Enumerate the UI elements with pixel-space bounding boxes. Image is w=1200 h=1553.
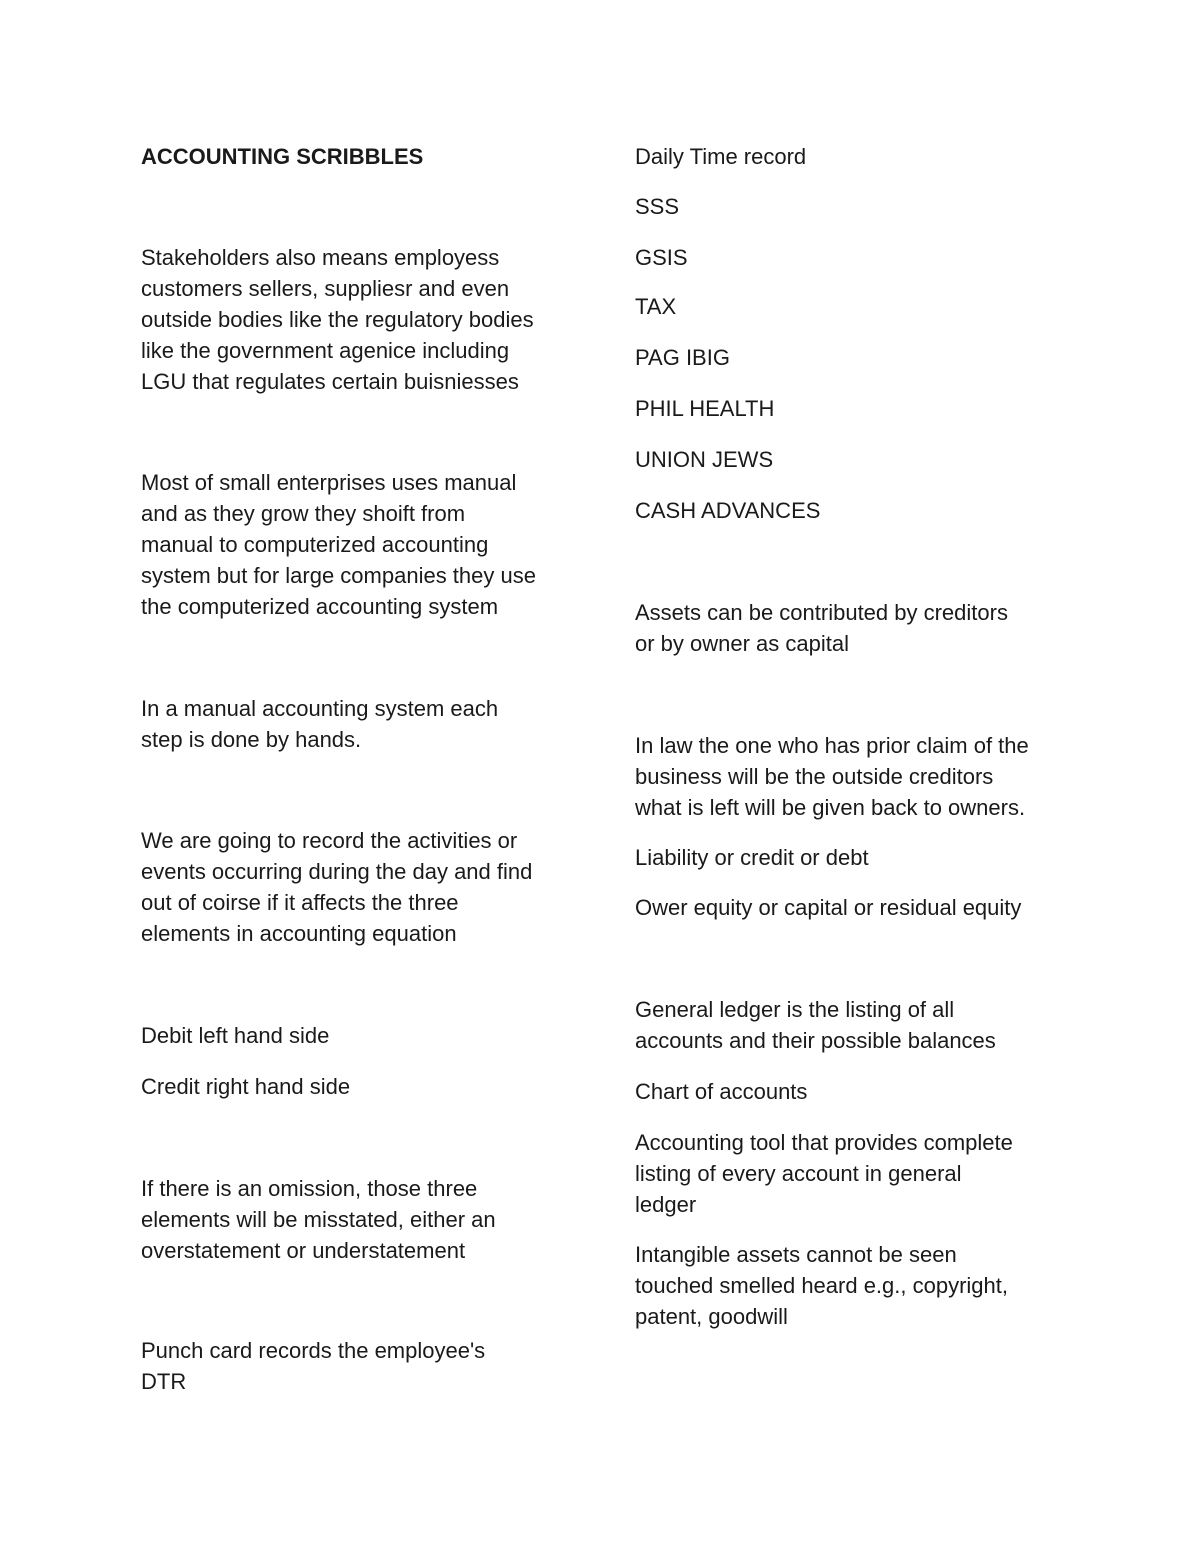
item-tax: TAX: [635, 294, 677, 319]
paragraph-prior-claim: In law the one who has prior claim of the business will be the outside creditors what is left will be given back to owners.: [635, 733, 1029, 820]
paragraph-manual-system: In a manual accounting system each step is done by hands.: [141, 696, 499, 752]
paragraph-accounting-tool: Accounting tool that provides complete listing of every account in general ledger: [635, 1130, 1013, 1217]
item-sss: SSS: [635, 194, 680, 219]
paragraph-general-ledger: General ledger is the listing of all accounts and their possible balances: [635, 997, 996, 1053]
item-union-jews: UNION JEWS: [635, 447, 774, 472]
paragraph-stakeholders: Stakeholders also means employess customers sellers, suppliesr and even outside bodies like the regulatory bodies like the government agenice including LGU that regulates certain buisniesses: [141, 245, 534, 394]
paragraph-punch-card: Punch card records the employee's DTR: [141, 1338, 486, 1394]
paragraph-credit: Credit right hand side: [141, 1074, 351, 1099]
paragraph-intangible-assets: Intangible assets cannot be seen touched smelled heard e.g., copyright, patent, goodwill: [635, 1242, 1009, 1329]
document-title: ACCOUNTING SCRIBBLES: [141, 144, 424, 169]
paragraph-assets: Assets can be contributed by creditors or by owner as capital: [635, 600, 1008, 656]
item-phil-health: PHIL HEALTH: [635, 396, 775, 421]
item-pag-ibig: PAG IBIG: [635, 345, 730, 370]
paragraph-debit: Debit left hand side: [141, 1023, 330, 1048]
item-cash-advances: CASH ADVANCES: [635, 498, 821, 523]
paragraph-omission: If there is an omission, those three elements will be misstated, either an overstatement or understatement: [141, 1176, 496, 1263]
paragraph-chart-of-accounts: Chart of accounts: [635, 1079, 808, 1104]
paragraph-owner-equity: Ower equity or capital or residual equity: [635, 895, 1022, 920]
item-daily-time-record: Daily Time record: [635, 144, 807, 169]
paragraph-small-enterprises: Most of small enterprises uses manual and as they grow they shoift from manual to computerized accounting system but for large companies they use the computerized accounting system: [141, 470, 536, 619]
item-gsis: GSIS: [635, 245, 688, 270]
paragraph-liability: Liability or credit or debt: [635, 845, 869, 870]
paragraph-record-activities: We are going to record the activities or events occurring during the day and find out of coirse if it affects the three elements in accounting equation: [141, 828, 533, 946]
